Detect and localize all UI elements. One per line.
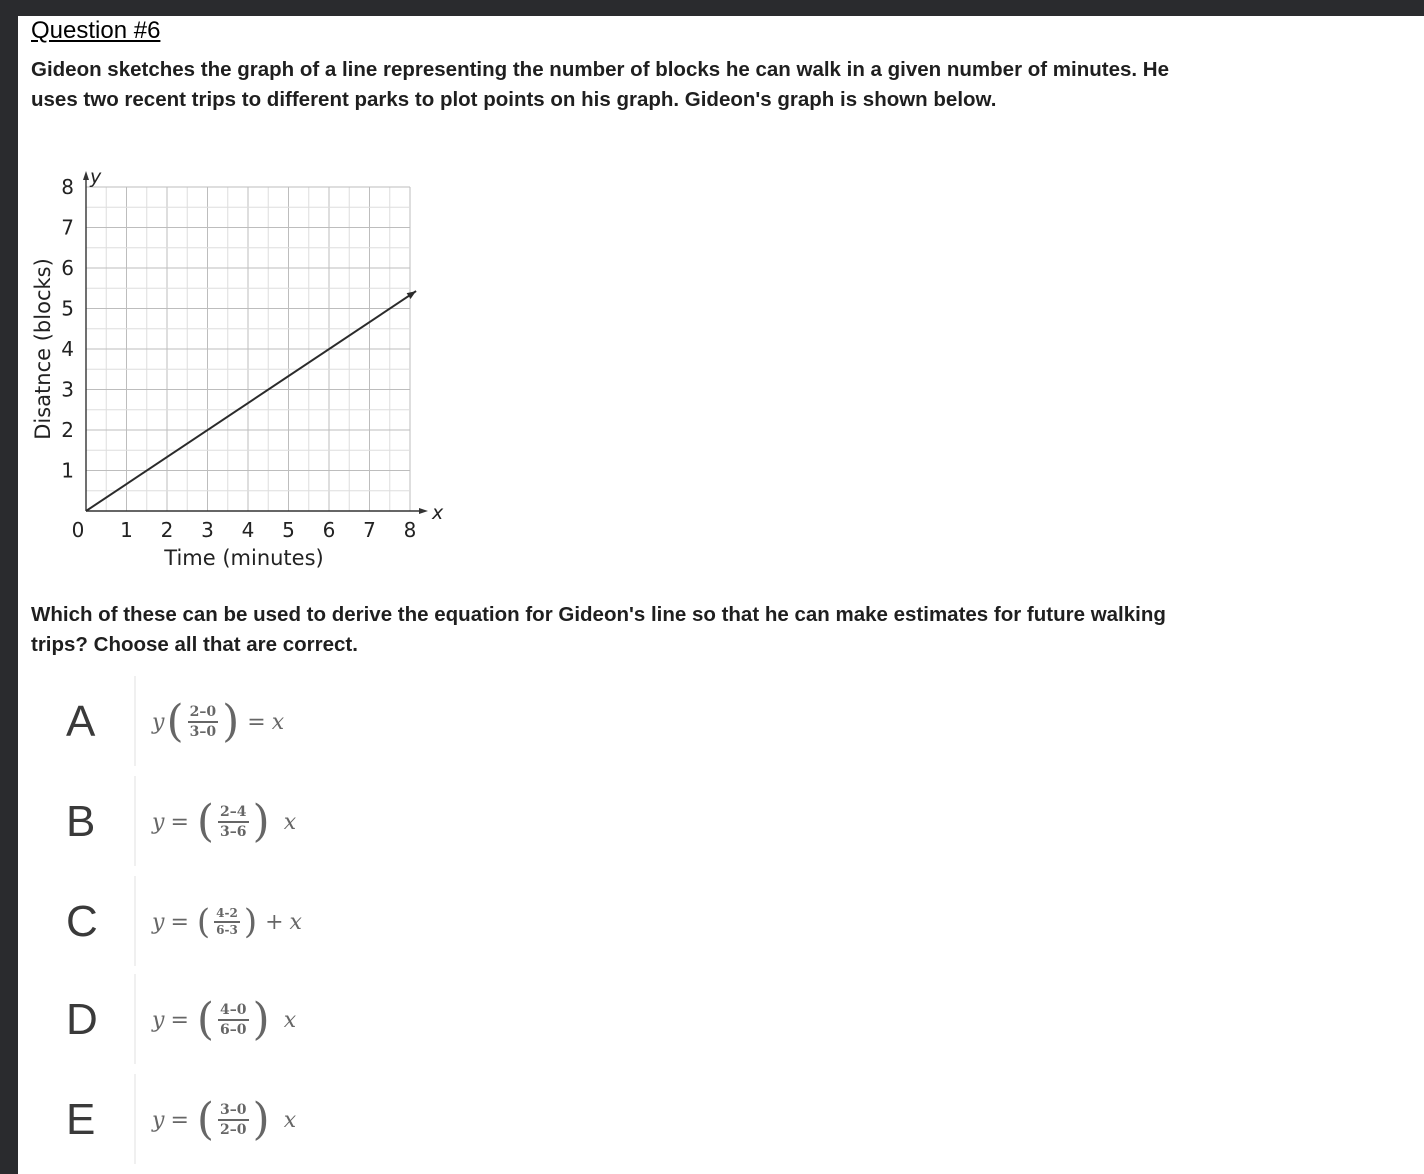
variable-x: x [283,1007,297,1033]
choice-equation [152,794,296,850]
right-paren: ) [222,696,240,747]
choice-equation [152,694,284,750]
equals-sign: = [247,709,266,735]
x-variable-label: x [432,502,444,524]
right-paren: ) [252,994,270,1045]
variable-x: x [271,709,285,735]
choice-letter: A [66,697,96,746]
choice-equation [152,1092,296,1148]
y-variable-label: y [90,171,102,188]
fraction-denominator: 3–0 [189,723,217,740]
x-tick-label: 3 [201,518,214,542]
choice-equation [152,992,296,1048]
fraction [218,1002,248,1038]
y-tick-label: 2 [61,418,74,442]
fraction-numerator: 3–0 [220,1102,247,1119]
x-tick-label: 5 [282,518,295,542]
y-tick-label: 8 [61,175,74,199]
variable-y: y [152,809,165,835]
question-page [18,16,1424,1174]
fraction-denominator: 6–0 [220,1021,247,1038]
left-paren: ( [196,994,215,1045]
right-paren: ) [252,796,270,847]
right-paren: ) [252,1094,270,1145]
data-line [86,291,416,511]
x-tick-label: 8 [403,518,417,542]
choice-letter: E [66,1095,96,1144]
variable-x: x [289,909,302,935]
y-tick-label: 6 [61,256,74,280]
equals-sign: = [170,809,189,835]
x-tick-label: 7 [363,518,376,542]
variable-x: x [283,809,297,835]
top-bar [0,0,1424,16]
x-axis-title: Time (minutes) [164,546,324,570]
variable-y: y [152,909,165,935]
y-tick-label: 1 [61,458,74,483]
x-tick-label: 6 [322,518,336,542]
y-axis-arrow [83,171,89,180]
plus-sign: + [265,909,284,935]
choice-letter: B [66,797,96,846]
answer-choice-a[interactable] [18,676,438,768]
choice-divider [134,974,136,1064]
fraction-numerator: 4-2 [216,906,238,921]
answer-choice-d[interactable] [18,974,438,1066]
right-paren: ) [243,902,258,942]
variable-x: x [283,1107,297,1133]
fraction-denominator: 2–0 [220,1121,247,1138]
fraction-denominator: 3–6 [220,823,247,840]
fraction-numerator: 2–4 [220,804,247,821]
choice-equation [152,894,302,950]
y-tick-label: 5 [61,296,74,321]
choice-divider [134,776,136,866]
answer-choice-c[interactable] [18,876,438,968]
answer-choice-e[interactable] [18,1074,438,1166]
equals-sign: = [170,1107,189,1133]
question-instruction: Which of these can be used to derive the equation for Gideon's line so that he can make estimates for future walking trips? Choose all that are correct. [31,603,1166,656]
y-tick-label: 3 [61,377,74,402]
fraction [218,804,248,840]
fraction-bar [188,721,218,723]
fraction-denominator: 6-3 [216,922,238,937]
x-tick-label: 2 [160,518,174,542]
y-tick-label: 4 [61,337,74,361]
answer-choice-b[interactable] [18,776,438,868]
x-tick-label: 0 [71,518,85,542]
fraction-numerator: 2–0 [189,704,217,721]
fraction-bar [218,1119,248,1121]
left-paren: ( [196,1094,215,1145]
y-tick-label: 7 [61,215,74,240]
left-bar [0,0,18,1174]
data-line-arrow [407,291,416,299]
variable-y: y [152,709,165,735]
equals-sign: = [170,1007,189,1033]
choice-divider [134,876,136,966]
choice-letter: D [66,995,98,1044]
question-prompt: Gideon sketches the graph of a line representing the number of blocks he can walk in a given number of minutes. He uses two recent trips to different parks to plot points on his graph. Gideon's graph is shown below. [31,58,1169,111]
choice-letter: C [66,897,98,946]
question-title: Question #6 [31,17,161,44]
x-tick-label: 1 [120,518,133,542]
y-axis-title: Disatnce (blocks) [31,258,55,440]
line-graph [28,171,448,591]
variable-y: y [152,1107,165,1133]
fraction-numerator: 4–0 [220,1002,247,1019]
fraction-bar [218,821,248,823]
equals-sign: = [170,909,189,935]
choice-divider [134,1074,136,1164]
x-axis-arrow [419,508,428,514]
x-tick-label: 4 [241,518,255,542]
left-paren: ( [196,796,215,847]
left-paren: ( [196,902,211,942]
fraction [188,704,218,740]
fraction [218,1102,248,1138]
variable-y: y [152,1007,165,1033]
left-paren: ( [166,696,184,747]
choice-divider [134,676,136,766]
fraction [214,907,240,937]
fraction-bar [218,1019,248,1021]
